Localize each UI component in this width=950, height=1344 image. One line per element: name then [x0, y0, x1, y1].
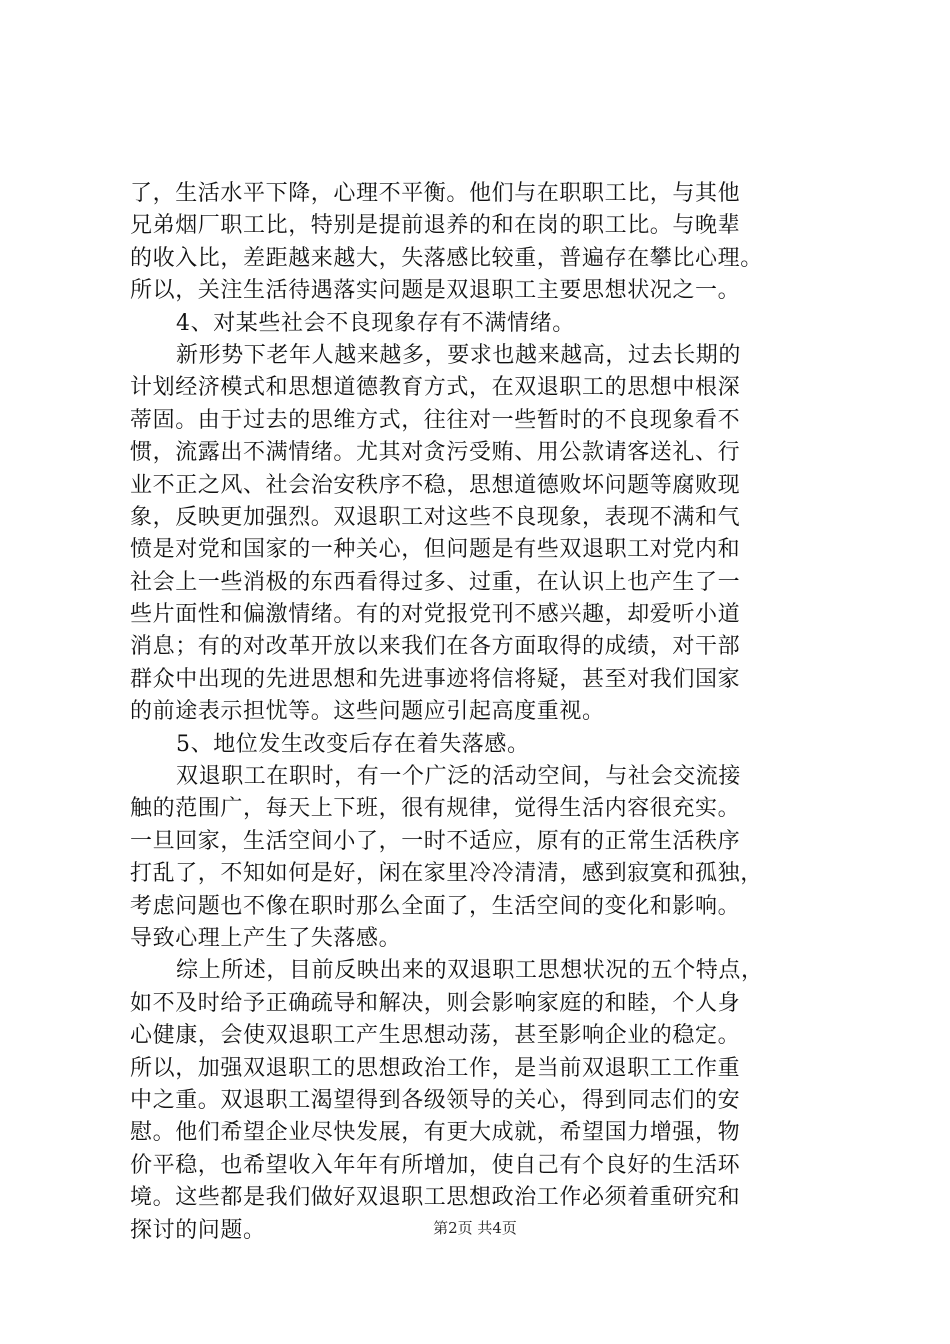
- text-line: 群众中出现的先进思想和先进事迹将信将疑，甚至对我们国家: [130, 666, 741, 692]
- text-line: 4、对某些社会不良现象存有不满情绪。: [176, 310, 575, 336]
- text-line: 社会上一些消极的东西看得过多、过重，在认识上也产生了一: [130, 569, 741, 595]
- text-line: 兄弟烟厂职工比，特别是提前退养的和在岗的职工比。与晚辈: [130, 213, 741, 239]
- text-line: 境。这些都是我们做好双退职工思想政治工作必须着重研究和: [130, 1185, 741, 1211]
- text-line: 如不及时给予正确疏导和解决，则会影响家庭的和睦，个人身: [130, 990, 741, 1016]
- text-line: 中之重。双退职工渴望得到各级领导的关心，得到同志们的安: [130, 1087, 741, 1113]
- text-line: 一旦回家，生活空间小了，一时不适应，原有的正常生活秩序: [130, 828, 741, 854]
- text-line: 综上所述，目前反映出来的双退职工思想状况的五个特点，: [176, 958, 764, 984]
- text-line: 导致心理上产生了失落感。: [130, 925, 402, 951]
- page-footer: 第2页 共4页: [433, 1219, 517, 1237]
- text-line: 触的范围广，每天上下班，很有规律，觉得生活内容很充实。: [130, 796, 741, 822]
- text-line: 所以，加强双退职工的思想政治工作，是当前双退职工工作重: [130, 1055, 741, 1081]
- text-line: 蒂固。由于过去的思维方式，往往对一些暂时的不良现象看不: [130, 407, 741, 433]
- text-line: 些片面性和偏激情绪。有的对党报党刊不感兴趣，却爱听小道: [130, 602, 741, 628]
- text-line: 慰。他们希望企业尽快发展，有更大成就，希望国力增强，物: [130, 1120, 741, 1146]
- text-line: 所以，关注生活待遇落实问题是双退职工主要思想状况之一。: [130, 278, 741, 304]
- text-line: 计划经济模式和思想道德教育方式，在双退职工的思想中根深: [130, 375, 741, 401]
- text-line: 的收入比，差距越来越大，失落感比较重，普遍存在攀比心理。: [130, 245, 763, 271]
- text-line: 探讨的问题。: [130, 1217, 266, 1243]
- text-line: 打乱了，不知如何是好，闲在家里冷冷清清，感到寂寞和孤独，: [130, 861, 763, 887]
- text-line: 新形势下老年人越来越多，要求也越来越高，过去长期的: [176, 342, 742, 368]
- text-line: 消息；有的对改革开放以来我们在各方面取得的成绩，对干部: [130, 634, 741, 660]
- text-line: 惯，流露出不满情绪。尤其对贪污受贿、用公款请客送礼、行: [130, 440, 741, 466]
- text-line: 业不正之风、社会治安秩序不稳，思想道德败坏问题等腐败现: [130, 472, 741, 498]
- text-line: 5、地位发生改变后存在着失落感。: [176, 731, 530, 757]
- text-line: 了，生活水平下降，心理不平衡。他们与在职职工比，与其他: [130, 181, 741, 206]
- text-line: 的前途表示担忧等。这些问题应引起高度重视。: [130, 699, 605, 725]
- document-body: [130, 178, 830, 1247]
- text-line: 价平稳，也希望收入年年有所增加，使自己有个良好的生活环: [130, 1152, 741, 1178]
- text-line: 心健康，会使双退职工产生思想动荡，甚至影响企业的稳定。: [130, 1023, 741, 1049]
- text-line: 双退职工在职时，有一个广泛的活动空间，与社会交流接: [176, 764, 742, 790]
- text-line: 考虑问题也不像在职时那么全面了，生活空间的变化和影响。: [130, 893, 741, 919]
- text-line: 愤是对党和国家的一种关心，但问题是有些双退职工对党内和: [130, 537, 741, 563]
- text-line: 象，反映更加强烈。双退职工对这些不良现象，表现不满和气: [130, 504, 741, 530]
